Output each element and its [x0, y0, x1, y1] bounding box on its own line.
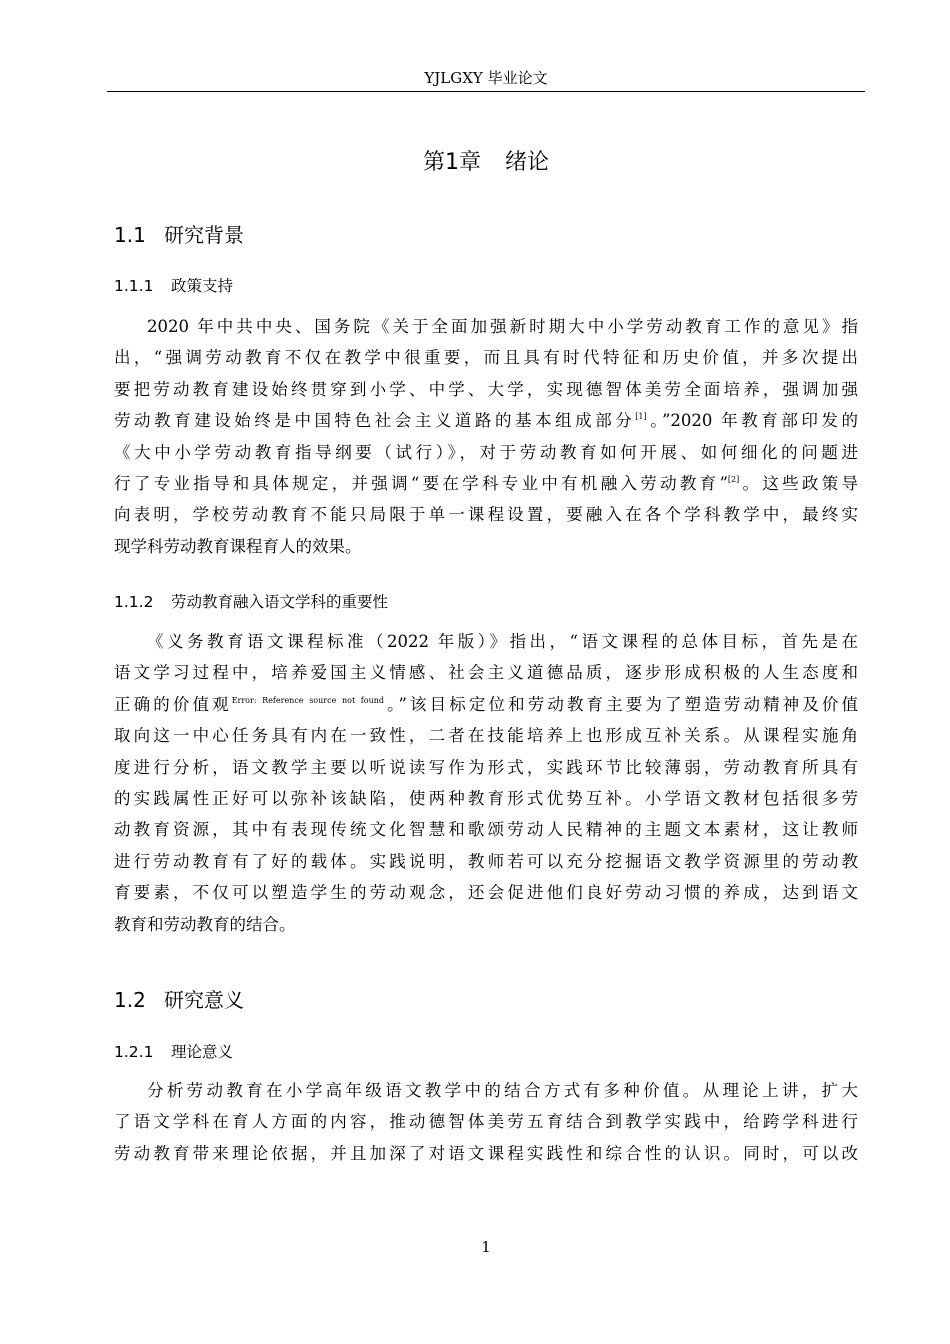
subsection-heading-1-2-1: 1.2.1 理论意义 [114, 1043, 234, 1061]
reference-error: Error: Reference source not found [231, 695, 385, 705]
paragraph-theoretical-significance: 分析劳动教育在小学高年级语文教学中的结合方式有多种价值。从理论上讲，扩大 了语文学科在育人方面的内容，推动德智体美劳五育结合到教学实践中，给跨学科进行 劳动教育带来理论依据，并且加深了对语文课程实践性和综合性的认识。同时，可以改 [114, 1081, 858, 1163]
subsection-heading-1-1-1: 1.1.1 政策支持 [114, 277, 234, 295]
chapter-number: 第1章 [422, 150, 481, 175]
citation-2: [2] [727, 475, 740, 485]
chapter-title [107, 146, 865, 180]
paragraph-policy-support: 2020 年中共中央、国务院《关于全面加强新时期大中小学劳动教育工作的意见》指 出，“强调劳动教育不仅在教学中很重要，而且具有时代特征和历史价值，并多次提出 要把劳动教育建设始终贯穿到小学、中学、大学，实现德智体美劳全面培养，强调加强 劳动教育建设始终是中国特色社会主义道路的基本组成部分[1]。”2020 年教育部印发的 《大中小学劳动教育指导纲要（试行）》，对于劳动教育如何开展、如何细化的问题进 行了专业指导和具体规定，并强调“要在学科专业中有机融入劳动教育”[2]。这些政策导 向表明，学校劳动教育不能只局限于单一课程设置，要融入在各个学科教学中，最终实 现学科劳动教育课程育人的效果。 [114, 317, 859, 556]
paragraph-importance: 《义务教育语文课程标准（2022 年版）》指出，“语文课程的总体目标，首先是在 语文学习过程中，培养爱国主义情感、社会主义道德品质，逐步形成积极的人生态度和 正确的价值观$^{Error: Reference source not found}$。”该目标定位和劳动教育主要为了塑造劳动精神及价值 取向这一中心任务具有内在一致性，二者在技能培养上也形成互补关系。从课程实施角 度进行分析，语文教学主要以听说读写作为形式，实践环节比较薄弱，劳动教育所具有 的实践属性正好可以弥补该缺陷，使两种教育形式优势互补。小学语文教材包括很多劳 动教育资源，其中有表现传统文化智慧和歌颂劳动人民精神的主题文本素材，这让教师 进行劳动教育有了好的载体。实践说明，教师若可以充分挖掘语文教学资源里的劳动教 育要素，不仅可以塑造学生的劳动观念，还会促进他们良好劳动习惯的养成，达到语文 教育和劳动教育的结合。 [114, 632, 859, 934]
citation-1: [1] [635, 412, 647, 422]
section-heading-1-2: 1.2 研究意义 [114, 988, 244, 1012]
subsection-heading-1-1-2: 1.1.2 劳动教育融入语文学科的重要性 [114, 593, 389, 611]
page-header: YJLGXY 毕业论文 [107, 66, 865, 92]
page-number: 1 [481, 1238, 491, 1256]
section-heading-1-1: 1.1 研究背景 [114, 223, 244, 247]
chapter-name: 绪论 [504, 150, 549, 175]
